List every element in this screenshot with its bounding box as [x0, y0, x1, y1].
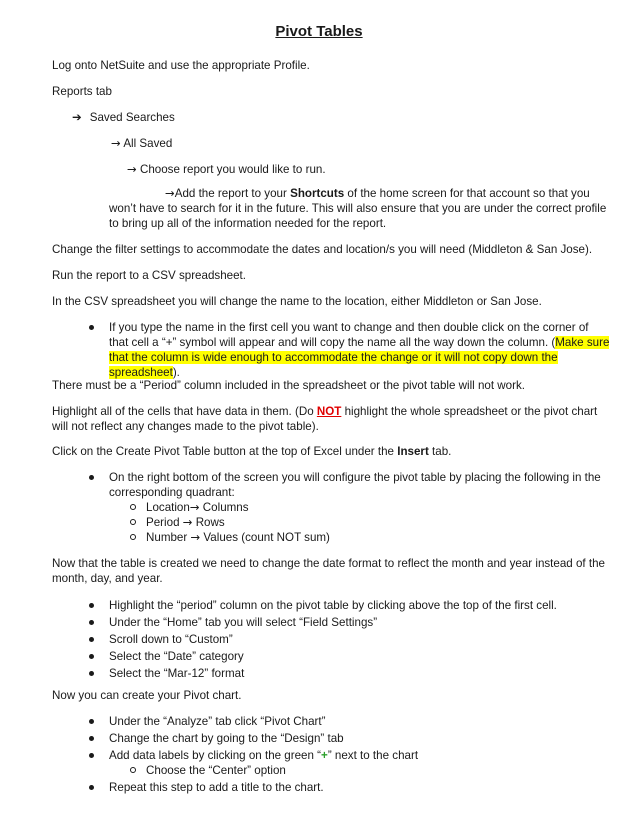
bullet-icon — [89, 325, 94, 330]
reports-tab-step: Reports tab — [52, 85, 112, 98]
list-item: Change the chart by going to the “Design” tab — [89, 731, 611, 746]
bullet-icon — [89, 475, 94, 480]
list-item: Add data labels by clicking on the green “+” next to the chart Choose the “Center” option — [89, 748, 611, 778]
bullet-icon — [89, 654, 94, 659]
create-chart-step: Now you can create your Pivot chart. — [52, 689, 242, 702]
arrow-icon: → — [127, 162, 137, 176]
login-step: Log onto NetSuite and use the appropriate Profile. — [52, 59, 310, 72]
sublist-item: Location→ Columns — [109, 500, 611, 515]
sublist-item: Period → Rows — [109, 515, 611, 530]
list-item: On the right bottom of the screen you will configure the pivot table by placing the following in the corresponding quadrant: Location→ Columns Period → Rows Number → Values (count NOT sum) — [89, 470, 611, 545]
run-csv-step: Run the report to a CSV spreadsheet. — [52, 269, 246, 282]
saved-searches-label: Saved Searches — [89, 111, 175, 124]
arrow-icon: → — [182, 515, 193, 529]
configure-list — [89, 470, 611, 547]
highlighted-note: Make sure that the column is wide enough to accommodate the change or it will not copy down the spreadsheet — [109, 336, 610, 379]
not-keyword: NOT — [316, 405, 342, 418]
date-format-list — [89, 598, 611, 683]
filter-step: Change the filter settings to accommodate the dates and location/s you will need (Middleton & San Jose). — [52, 243, 593, 256]
highlight-cells-step: Highlight all of the cells that have data in them. (Do NOT highlight the whole spreadsheet or the pivot chart will not reflect any changes made to the pivot table). — [52, 405, 598, 433]
bullet-icon — [89, 637, 94, 642]
choose-report-label: Choose report you would like to run. — [139, 163, 326, 176]
add-report-step: →Add the report to your Shortcuts of the home screen for that account so that you won’t have to search for it in the future. This will also ensure that you are under the correct profile to bring up all of the information needed for the report. — [109, 186, 607, 230]
all-saved-label: All Saved — [123, 137, 173, 150]
list-item: Under the “Home” tab you will select “Field Settings” — [89, 615, 611, 630]
period-column-step: There must be a “Period” column included in the spreadsheet or the pivot table will not work. — [52, 379, 526, 392]
arrow-icon: → — [189, 500, 200, 514]
list-item: Repeat this step to add a title to the chart. — [89, 780, 611, 795]
type-name-list — [89, 320, 611, 382]
bullet-icon — [89, 671, 94, 676]
circle-bullet-icon — [130, 519, 136, 525]
chart-list — [89, 714, 611, 797]
circle-bullet-icon — [130, 504, 136, 510]
quadrant-sublist — [109, 500, 611, 545]
saved-searches-step — [72, 110, 630, 125]
bullet-icon — [89, 736, 94, 741]
arrow-icon: → — [190, 530, 201, 544]
sublist-item: Choose the “Center” option — [109, 763, 611, 778]
choose-report-step — [127, 162, 638, 177]
bullet-icon — [89, 785, 94, 790]
list-item: Under the “Analyze” tab click “Pivot Chart” — [89, 714, 611, 729]
shortcuts-keyword: Shortcuts — [290, 187, 345, 200]
chart-sublist — [109, 763, 611, 778]
green-plus-icon: + — [321, 749, 328, 762]
change-name-step: In the CSV spreadsheet you will change the name to the location, either Middleton or San Jose. — [52, 295, 542, 308]
arrow-icon: → — [111, 136, 121, 150]
bullet-icon — [89, 753, 94, 758]
bullet-icon — [89, 603, 94, 608]
bullet-icon — [89, 620, 94, 625]
list-item: Highlight the “period” column on the pivot table by clicking above the top of the first cell. — [89, 598, 611, 613]
list-item: If you type the name in the first cell you want to change and then double click on the corner of that cell a “+” symbol will appear and will copy the name all the way down the column. (Make sure that the column is wide enough to accommodate the change or it will not copy down the spreadsheet). — [89, 320, 611, 380]
sublist-item: Number → Values (count NOT sum) — [109, 530, 611, 545]
bold-arrow-icon: ➔ — [72, 110, 82, 124]
create-pivot-step: Click on the Create Pivot Table button at the top of Excel under the Insert tab. — [52, 445, 452, 458]
arrow-icon: → — [165, 186, 175, 200]
insert-keyword: Insert — [397, 445, 429, 458]
list-item: Select the “Date” category — [89, 649, 611, 664]
circle-bullet-icon — [130, 534, 136, 540]
circle-bullet-icon — [130, 767, 136, 773]
list-item: Scroll down to “Custom” — [89, 632, 611, 647]
list-item: Select the “Mar-12” format — [89, 666, 611, 681]
bullet-icon — [89, 719, 94, 724]
all-saved-step — [111, 136, 638, 151]
date-format-step: Now that the table is created we need to change the date format to reflect the month and year instead of the month, day, and year. — [52, 557, 605, 585]
page-title: Pivot Tables — [275, 23, 363, 40]
